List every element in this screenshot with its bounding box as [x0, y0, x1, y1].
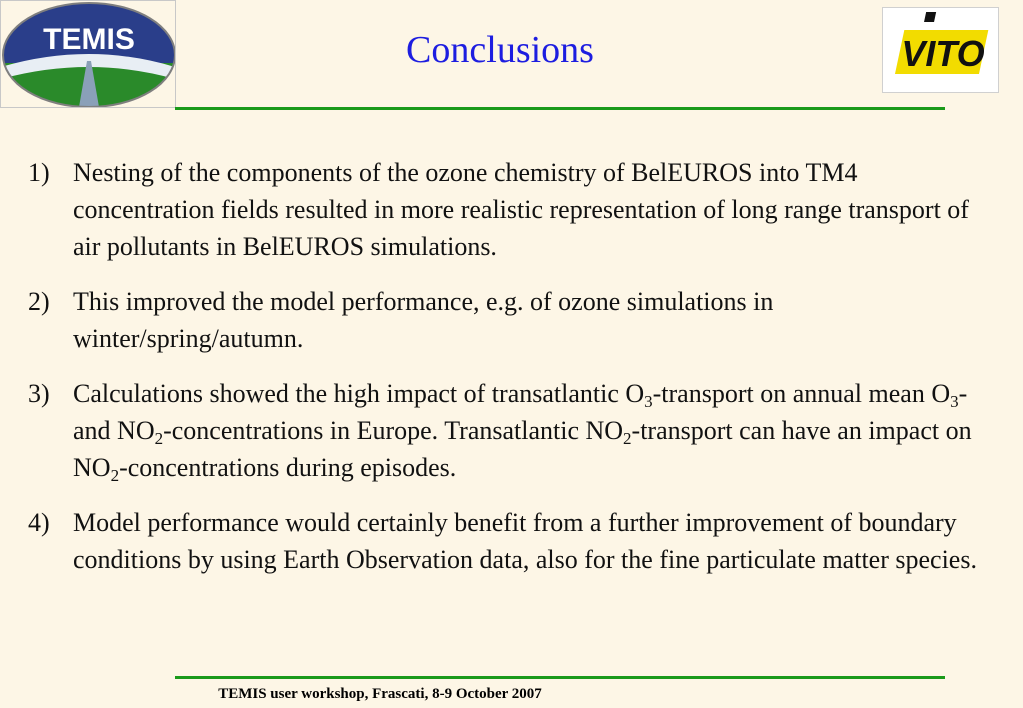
- list-item-text: This improved the model performance, e.g. of ozone simulations in winter/spring/autumn.: [73, 287, 774, 353]
- conclusions-list: [28, 154, 988, 596]
- footer-divider: [175, 676, 945, 679]
- footer-text: TEMIS user workshop, Frascati, 8-9 October 2007: [218, 686, 542, 702]
- temis-logo-text: TEMIS: [43, 23, 135, 56]
- list-item-number: 2): [28, 287, 50, 316]
- vito-logo-text: VITO: [901, 33, 985, 74]
- header-divider: [175, 107, 945, 110]
- list-item-number: 3): [28, 379, 50, 408]
- list-item: [28, 154, 988, 265]
- vito-logo: [882, 7, 999, 93]
- list-item: [28, 283, 988, 357]
- page-title: Conclusions: [406, 29, 594, 71]
- list-item: [28, 375, 988, 486]
- list-item-text: Calculations showed the high impact of transatlantic $O_3$-transport on annual mean $O_3-$ and $NO_2$-concentrations in Europe. Transatlantic $NO_2$-transport can have an impact on $NO_2$-concentrations during episodes.: [73, 379, 972, 485]
- list-item-text: Model performance would certainly benefit from a further improvement of boundary conditions by using Earth Observation data, also for the fine particulate matter species.: [73, 508, 977, 574]
- list-item: [28, 504, 988, 578]
- list-item-text: Nesting of the components of the ozone chemistry of BelEUROS into TM4 concentration fields resulted in more realistic representation of long range transport of air pollutants in BelEUROS simulations.: [73, 158, 969, 261]
- list-item-number: 1): [28, 158, 50, 187]
- list-item-number: 4): [28, 508, 50, 537]
